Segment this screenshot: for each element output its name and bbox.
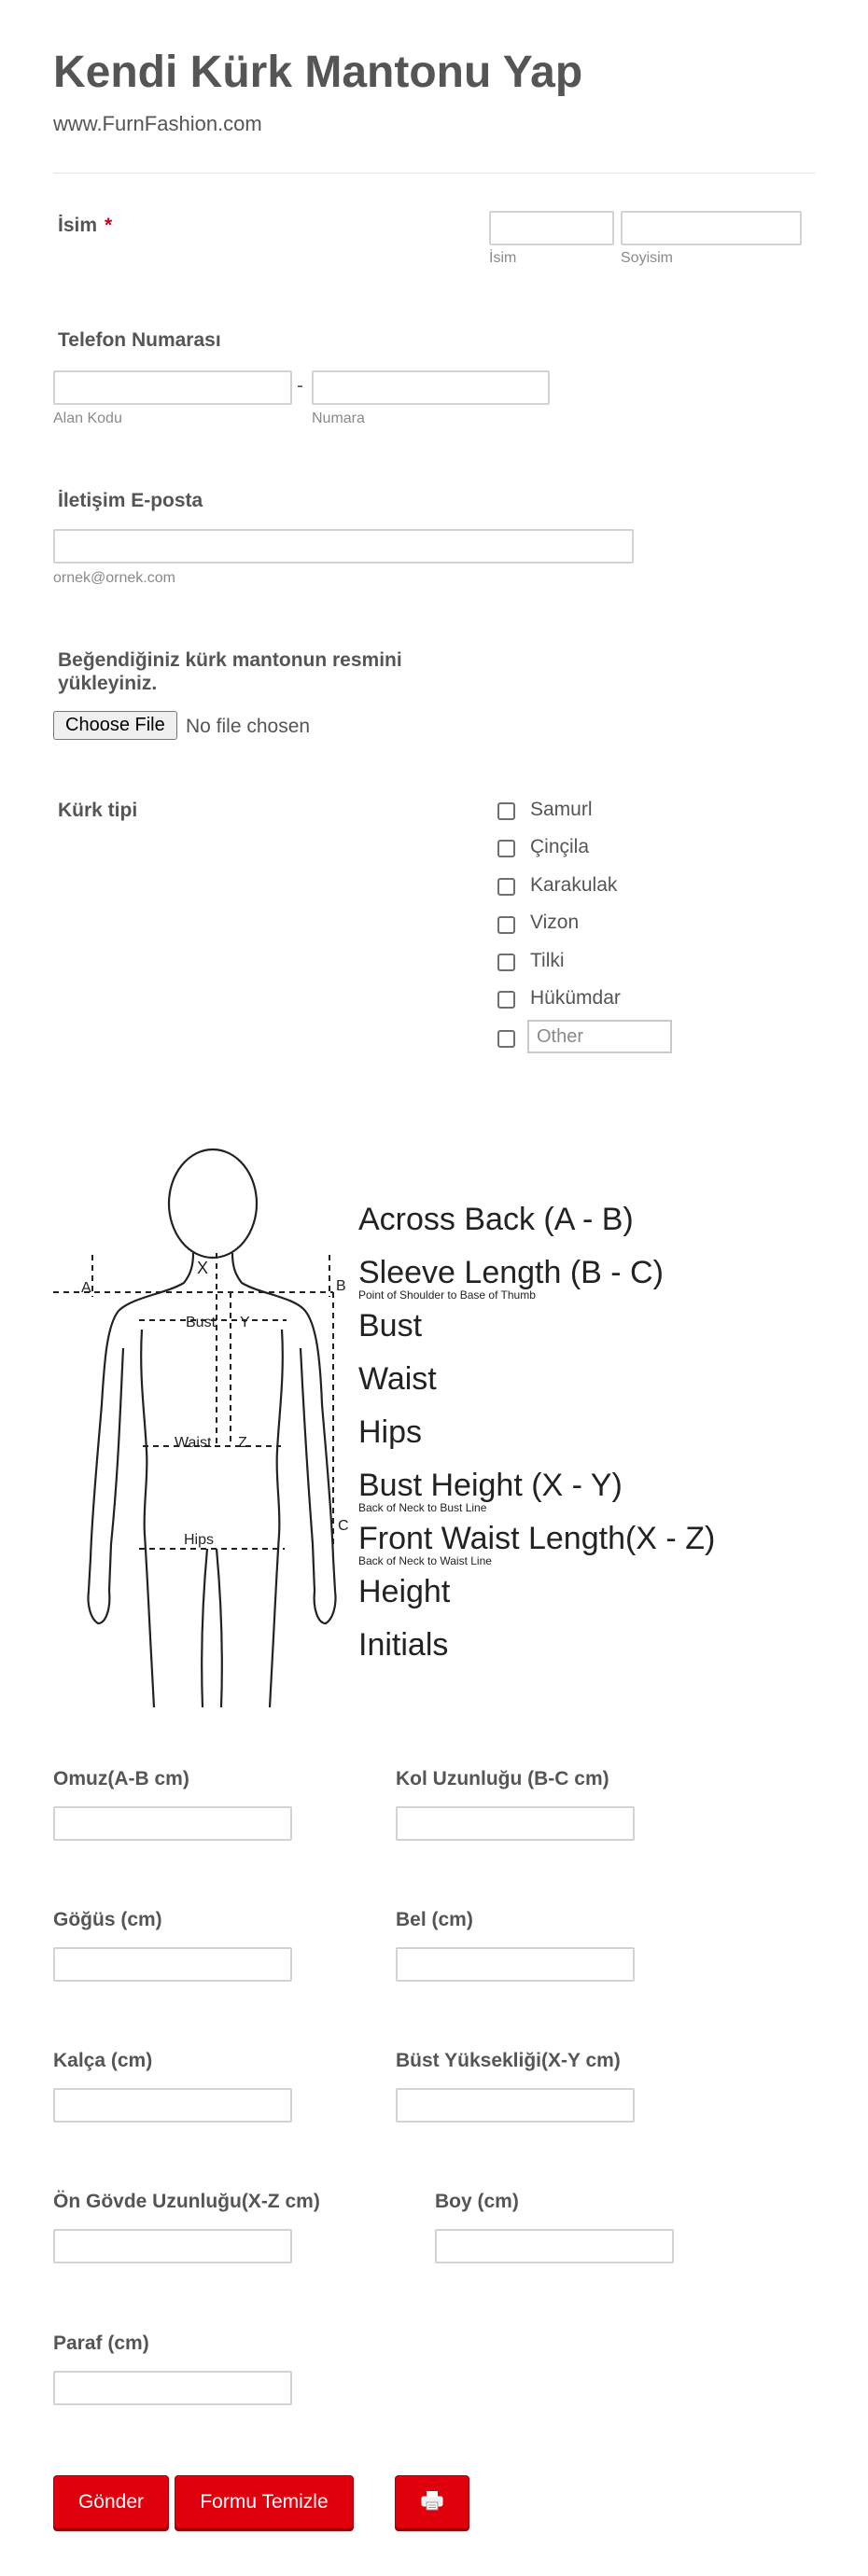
print-button[interactable] [395, 2475, 469, 2528]
figure-head [169, 1149, 257, 1258]
submit-button[interactable]: Gönder [53, 2475, 169, 2528]
measure-note: Point of Shoulder to Base of Thumb [358, 1288, 536, 1302]
first-name-sublabel: İsim [489, 250, 517, 266]
mark-hips: Hips [184, 1532, 215, 1548]
area-code-input[interactable] [53, 370, 292, 405]
mark-a: A [81, 1280, 91, 1296]
initials-input[interactable] [53, 2371, 292, 2405]
phone-number-sublabel: Numara [312, 411, 365, 426]
email-input[interactable] [53, 529, 634, 564]
measure-label-group [358, 1202, 715, 1663]
fur-type-label: Kürk tipi [58, 800, 138, 821]
measure-label: Bust Height (X - Y) [358, 1468, 623, 1503]
file-status: No file chosen [186, 716, 311, 737]
mark-waist: Waist [175, 1435, 212, 1451]
sleeve-input[interactable] [396, 1806, 635, 1841]
mark-z: Z [238, 1435, 247, 1451]
shoulder-input[interactable] [53, 1806, 292, 1841]
height-input[interactable] [435, 2229, 674, 2263]
fur-option-label: Samurl [530, 799, 593, 820]
fur-option-label: Tilki [530, 950, 565, 971]
fur-other-input[interactable]: Other [527, 1020, 672, 1053]
measure-label: Front Waist Length(X - Z) [358, 1521, 716, 1556]
area-code-sublabel: Alan Kodu [53, 411, 122, 426]
fur-option-checkbox[interactable] [497, 916, 515, 934]
first-name-input[interactable] [489, 211, 614, 245]
measure-label: Height [358, 1574, 451, 1609]
name-label-text: İsim [58, 215, 98, 236]
fur-option-checkbox[interactable] [497, 840, 515, 857]
hips-label: Kalça (cm) [53, 2050, 153, 2071]
measure-note: Back of Neck to Bust Line [358, 1501, 487, 1514]
email-sublabel: ornek@ornek.com [53, 570, 175, 586]
measure-label: Sleeve Length (B - C) [358, 1255, 664, 1290]
waist-label: Bel (cm) [396, 1909, 473, 1930]
choose-file-button[interactable]: Choose File [53, 711, 177, 740]
last-name-input[interactable] [621, 211, 802, 245]
front-length-input[interactable] [53, 2229, 292, 2263]
fur-option-checkbox[interactable] [497, 802, 515, 820]
bust-label: Göğüs (cm) [53, 1909, 162, 1930]
measure-label: Hips [358, 1414, 423, 1450]
mark-y: Y [240, 1315, 250, 1330]
hips-input[interactable] [53, 2088, 292, 2123]
header-divider [53, 173, 815, 174]
phone-number-input[interactable] [312, 370, 550, 405]
body-figure [88, 1149, 335, 1707]
name-label [58, 215, 112, 237]
front-length-label: Ön Gövde Uzunluğu(X-Z cm) [53, 2191, 320, 2212]
last-name-sublabel: Soyisim [621, 250, 674, 266]
fur-option-label: Vizon [530, 912, 580, 933]
fur-option-label: Çinçila [530, 836, 590, 857]
measure-label: Initials [358, 1627, 449, 1663]
mark-b: B [336, 1278, 346, 1294]
waist-input[interactable] [396, 1947, 635, 1982]
mark-c: C [338, 1518, 349, 1534]
bust-height-label: Büst Yüksekliği(X-Y cm) [396, 2050, 621, 2071]
fur-other-checkbox[interactable] [497, 1030, 515, 1048]
fur-option-checkbox[interactable] [497, 991, 515, 1009]
measure-label: Waist [358, 1361, 437, 1397]
upload-label-line1: Beğendiğiniz kürk mantonun resmini [58, 649, 402, 671]
mark-bust: Bust [186, 1315, 217, 1330]
sleeve-label: Kol Uzunluğu (B-C cm) [396, 1768, 609, 1789]
shoulder-label: Omuz(A-B cm) [53, 1768, 189, 1789]
clear-form-button[interactable]: Formu Temizle [175, 2475, 354, 2528]
measure-label: Bust [358, 1308, 423, 1344]
phone-separator: - [297, 375, 303, 397]
fur-option-checkbox[interactable] [497, 954, 515, 971]
fur-option-label: Karakulak [530, 874, 618, 896]
fur-option-label: Hükümdar [530, 987, 621, 1009]
measure-lines [53, 1253, 333, 1549]
measure-note: Back of Neck to Waist Line [358, 1554, 492, 1567]
upload-label-line2: yükleyiniz. [58, 673, 158, 694]
printer-icon [420, 2489, 444, 2512]
phone-label: Telefon Numarası [58, 329, 221, 351]
mark-x: X [197, 1259, 209, 1277]
height-label: Boy (cm) [435, 2191, 519, 2212]
size-chart-image [53, 1134, 725, 1707]
measure-label: Across Back (A - B) [358, 1202, 634, 1237]
bust-height-input[interactable] [396, 2088, 635, 2123]
fur-option-checkbox[interactable] [497, 878, 515, 896]
initials-label: Paraf (cm) [53, 2332, 149, 2354]
email-label: İletişim E-posta [58, 490, 203, 511]
required-asterisk: * [105, 215, 113, 236]
form-subtitle: www.FurnFashion.com [53, 112, 262, 135]
form-title: Kendi Kürk Mantonu Yap [53, 48, 583, 97]
bust-input[interactable] [53, 1947, 292, 1982]
